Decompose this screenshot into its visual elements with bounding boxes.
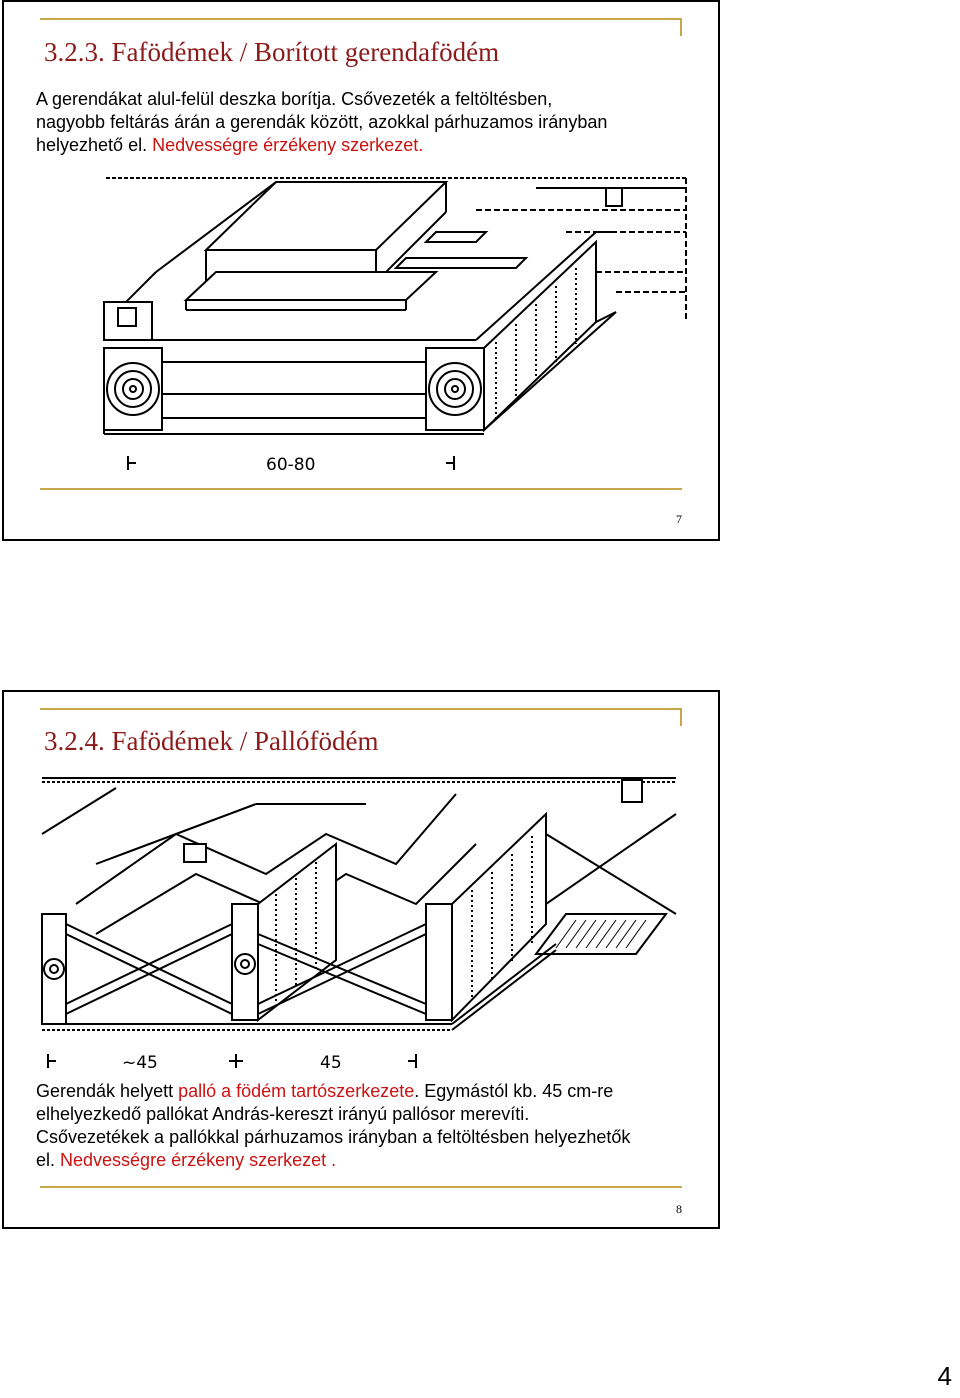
body-line-1 — [36, 1080, 720, 1103]
body-line-3: Csővezetékek a pallókkal párhuzamos irányban a feltöltésben helyezhetők — [36, 1127, 631, 1147]
body-line-2: nagyobb feltárás árán a gerendák között, azokkal párhuzamos irányban — [36, 112, 608, 132]
body-line-3 — [36, 134, 716, 157]
slide-page-number: 8 — [676, 1202, 682, 1216]
body-line-1: A gerendákat alul-felül deszka borítja. Csővezeték a feltöltésben, — [36, 89, 553, 109]
title-rule-top — [40, 18, 682, 20]
slide-8 — [2, 690, 720, 1229]
slide-7 — [2, 0, 720, 541]
title-rule-tick — [680, 18, 682, 36]
slide-page-number: 7 — [676, 512, 682, 526]
beam-spacing-label: 60-80 — [266, 455, 316, 475]
moisture-warning: Nedvességre érzékeny szerkezet — [60, 1150, 327, 1170]
footer-rule — [40, 1186, 682, 1188]
title-rule-tick — [680, 708, 682, 726]
moisture-warning: Nedvességre érzékeny szerkezet. — [152, 135, 424, 155]
footer-rule — [40, 488, 682, 490]
plank-floor-drawing — [36, 774, 680, 1072]
body-line-2: elhelyezkedő pallókat András-kereszt irányú pallósor merevíti. — [36, 1104, 530, 1124]
sheet-page-number: 4 — [937, 1361, 952, 1391]
body-line-3-plain: helyezhető el. — [36, 135, 153, 155]
slide-title: 3.2.4. Fafödémek / Pallófödém — [44, 726, 379, 756]
slide-title: 3.2.3. Fafödémek / Borított gerendafödém — [44, 37, 500, 67]
title-rule-top — [40, 708, 682, 710]
moisture-warning-end: . — [326, 1150, 337, 1170]
body-line-4 — [36, 1149, 720, 1172]
plank-highlight: palló a födém tartószerkezete — [178, 1081, 415, 1101]
slide-body — [36, 1080, 720, 1172]
plank-spacing-label-left: ~45 — [122, 1053, 158, 1073]
body-line-4-plain: el. — [36, 1150, 61, 1170]
covered-beam-floor-drawing — [96, 172, 696, 484]
plank-spacing-label-right: 45 — [320, 1053, 342, 1073]
slide-body — [36, 88, 716, 157]
body-line-1-plain: Gerendák helyett — [36, 1081, 179, 1101]
body-line-1-rest: . Egymástól kb. 45 cm-re — [414, 1081, 614, 1101]
